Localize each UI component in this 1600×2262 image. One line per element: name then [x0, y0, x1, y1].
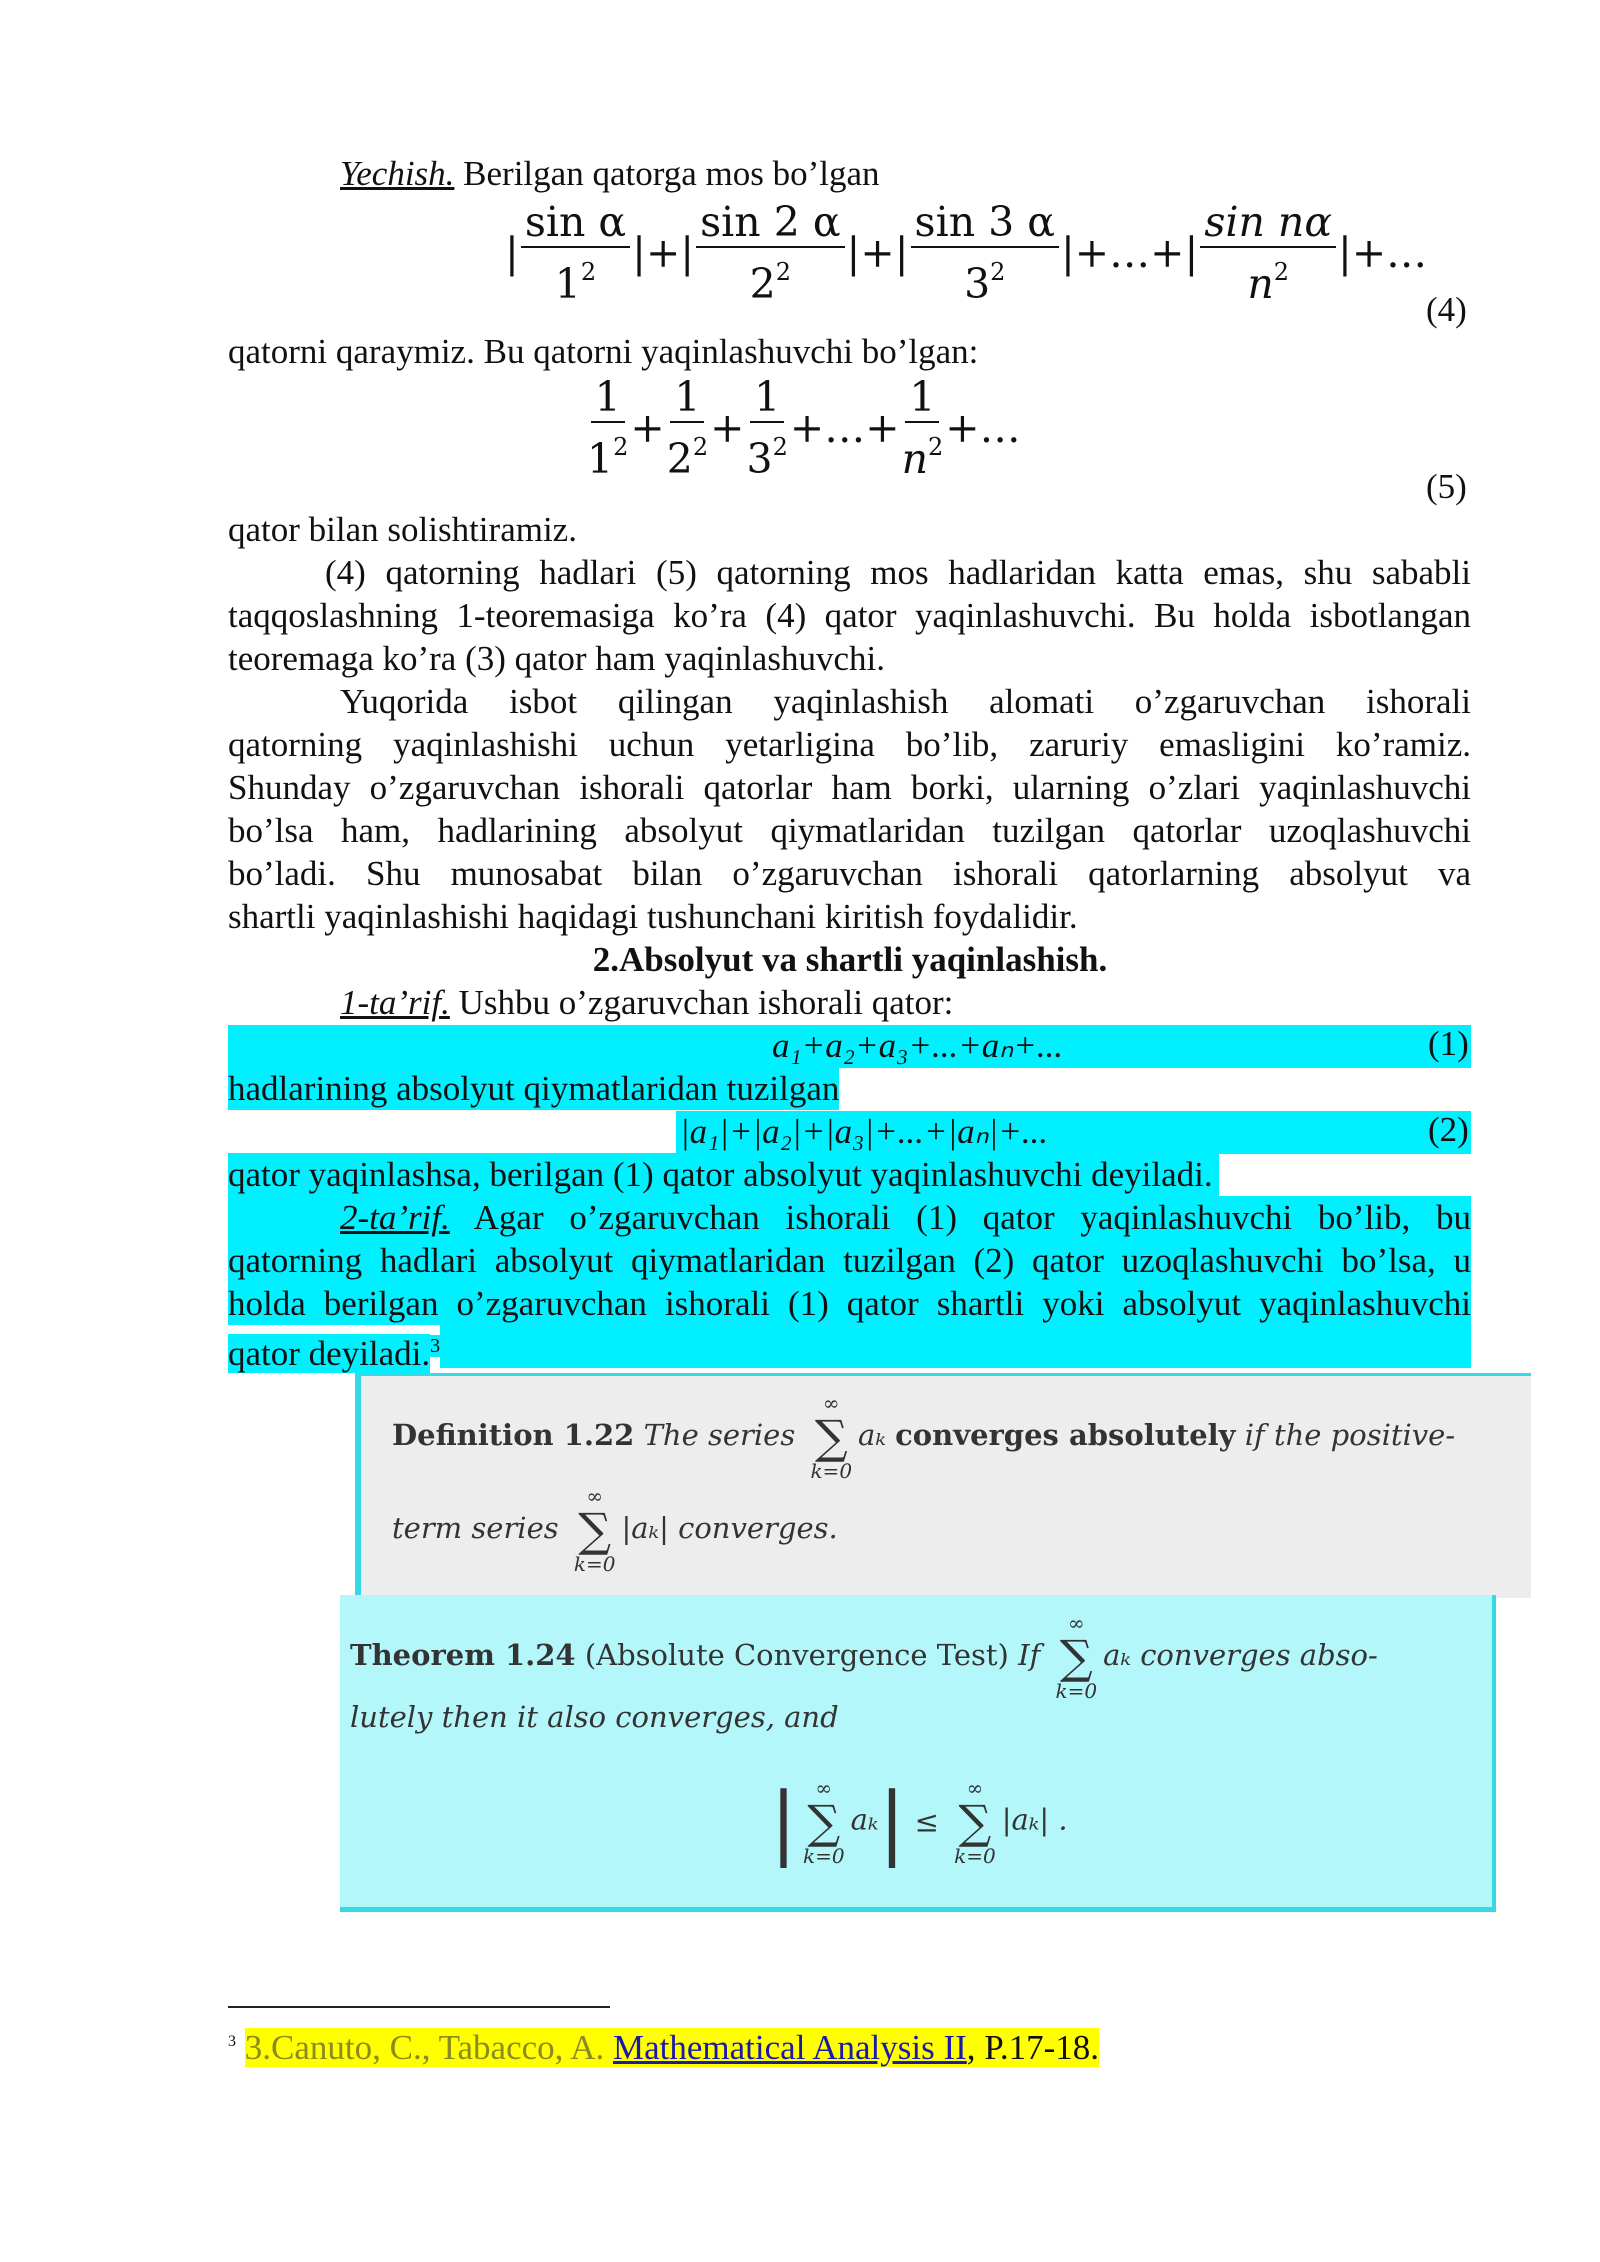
paragraph-line: bo’lsa ham, hadlarining absolyut qiymatlaridan tuzilgan qatorlar uzoqlashuvchi — [228, 811, 1471, 850]
fraction: $\frac{\sin 3 \alpha}{3^2}$ — [911, 198, 1059, 308]
solution-text: Berilgan qatorga mos bo’lgan — [454, 154, 880, 193]
book-theorem-line1: Theorem 1.24 (Absolute Convergence Test) If ∞ ∑ k=0 aₖ converges abso- — [350, 1611, 1378, 1703]
footnote-mark: 3 — [228, 2033, 236, 2050]
footnote-link[interactable]: Mathematical Analysis II — [613, 2027, 967, 2067]
paragraph-line: shartli yaqinlashishi haqidagi tushunchani kiritish foydalidir. — [228, 897, 1078, 936]
text-line: qator bilan solishtiramiz. — [228, 510, 577, 549]
paragraph-line: (4) qatorning hadlari (5) qatorning mos hadlaridan katta emas, shu sababli — [325, 553, 1471, 592]
equation-number-4: (4) — [1426, 290, 1467, 329]
footnote-suffix: , P.17-18. — [966, 2027, 1100, 2067]
equation-number-2: (2) — [1428, 1110, 1469, 1149]
fraction: $\frac{\text{sin nα}}{n^2}$ — [1200, 198, 1336, 308]
sigma-symbol: ∞ ∑ k=0 — [573, 1484, 616, 1576]
sigma-symbol: ∞ ∑ k=0 — [802, 1775, 845, 1868]
fraction: $\frac{\sin 2 \alpha}{2^2}$ — [696, 198, 844, 308]
definition-2-label: 2-ta’rif. — [340, 1198, 450, 1237]
definition-2-line: 2-ta’rif. Agar o’zgaruvchan ishorali (1) qator yaqinlashuvchi bo’lib, bu — [340, 1198, 1471, 1237]
paragraph-line: Shunday o’zgaruvchan ishorali qatorlar ham borki, ularning o’zlari yaqinlashuvchi — [228, 768, 1471, 807]
definition-1-text: qator yaqinlashsa, berilgan (1) qator absolyut yaqinlashuvchi deyiladi. — [228, 1153, 1219, 1196]
book-theorem-line2: lutely then it also converges, and — [350, 1700, 839, 1734]
book-definition-line2: term series ∞ ∑ k=0 |aₖ| converges. — [392, 1484, 838, 1576]
paragraph-line: qatorning yaqinlashishi uchun yetarligina bo’lib, zaruriy emasligini ko’ramiz. — [228, 725, 1471, 764]
paragraph-line: teoremaga ko’ra (3) qator ham yaqinlashuvchi. — [228, 639, 885, 678]
equation-number-1: (1) — [1428, 1024, 1469, 1063]
series-1: a₁+a₂+a₃+...+aₙ+... — [772, 1026, 1064, 1065]
series-2: |a₁|+|a₂|+|a₃|+...+|aₙ|+... — [680, 1112, 1049, 1151]
equation-number-5: (5) — [1426, 467, 1467, 506]
footnote-separator — [228, 2006, 610, 2008]
definition-2-text: qatorning hadlari absolyut qiymatlaridan tuzilgan (2) qator uzoqlashuvchi bo’lsa, u — [228, 1241, 1471, 1280]
equation-5: $\frac{1}{1^2}$ + $\frac{1}{2^2}$ + $\frac{1}{3^2}$ +…+ $\frac{1}{n^2}$ +… — [587, 373, 1021, 483]
paragraph-line: Yuqorida isbot qilingan yaqinlashish alomati o’zgaruvchan ishorali — [340, 682, 1471, 721]
footnote-prefix: 3.Canuto, C., Tabacco, A. — [244, 2027, 613, 2067]
fraction: $\frac{\text{sin α}}{1^2}$ — [521, 198, 630, 308]
paragraph-line: bo’ladi. Shu munosabat bilan o’zgaruvchan ishorali qatorlarning absolyut va — [228, 854, 1471, 893]
sigma-symbol: ∞ ∑ k=0 — [954, 1775, 996, 1868]
definition-2-text: holda berilgan o’zgaruvchan ishorali (1) qator shartli yoki absolyut yaqinlashuvchi — [228, 1284, 1471, 1323]
paragraph-line: taqqoslashning 1-teoremasiga ko’ra (4) qator yaqinlashuvchi. Bu holda isbotlangan — [228, 596, 1471, 635]
text-line: qatorni qaraymiz. Bu qatorni yaqinlashuvchi bo’lgan: — [228, 332, 979, 371]
definition-1-text: hadlarining absolyut qiymatlaridan tuzilgan — [228, 1069, 840, 1108]
definition-1-label: 1-ta’rif. — [340, 983, 450, 1022]
definition-2-text-last: qator deyiladi.$^3$ — [228, 1325, 440, 1375]
definition-1-line: 1-ta’rif. Ushbu o’zgaruvchan ishorali qator: — [340, 983, 954, 1022]
footnote — [228, 2020, 1099, 2069]
footnote-ref[interactable]: 3 — [430, 1335, 441, 1357]
sigma-symbol: ∞ ∑ k=0 — [810, 1391, 853, 1483]
equation-4: | $\frac{\text{sin α}}{1^2}$ |+| $\frac{\sin 2 \alpha}{2^2}$ |+| $\frac{\sin 3 \alpha}{3^2}$ |+…+| $\frac{\text{sin nα}}{n^2}$ |+… — [505, 198, 1428, 308]
book-definition-line1: Definition 1.22 The series ∞ ∑ k=0 aₖ converges absolutely if the positive- — [392, 1391, 1456, 1483]
book-theorem-inequality: | ∞ ∑ k=0 aₖ| ≤ ∞ ∑ k=0 |aₖ| . — [770, 1775, 1068, 1868]
section-title: 2.Absolyut va shartli yaqinlashish. — [592, 940, 1108, 979]
solution-label: Yechish. — [340, 154, 455, 193]
sigma-symbol: ∞ ∑ k=0 — [1055, 1611, 1098, 1703]
solution-line — [340, 152, 880, 195]
